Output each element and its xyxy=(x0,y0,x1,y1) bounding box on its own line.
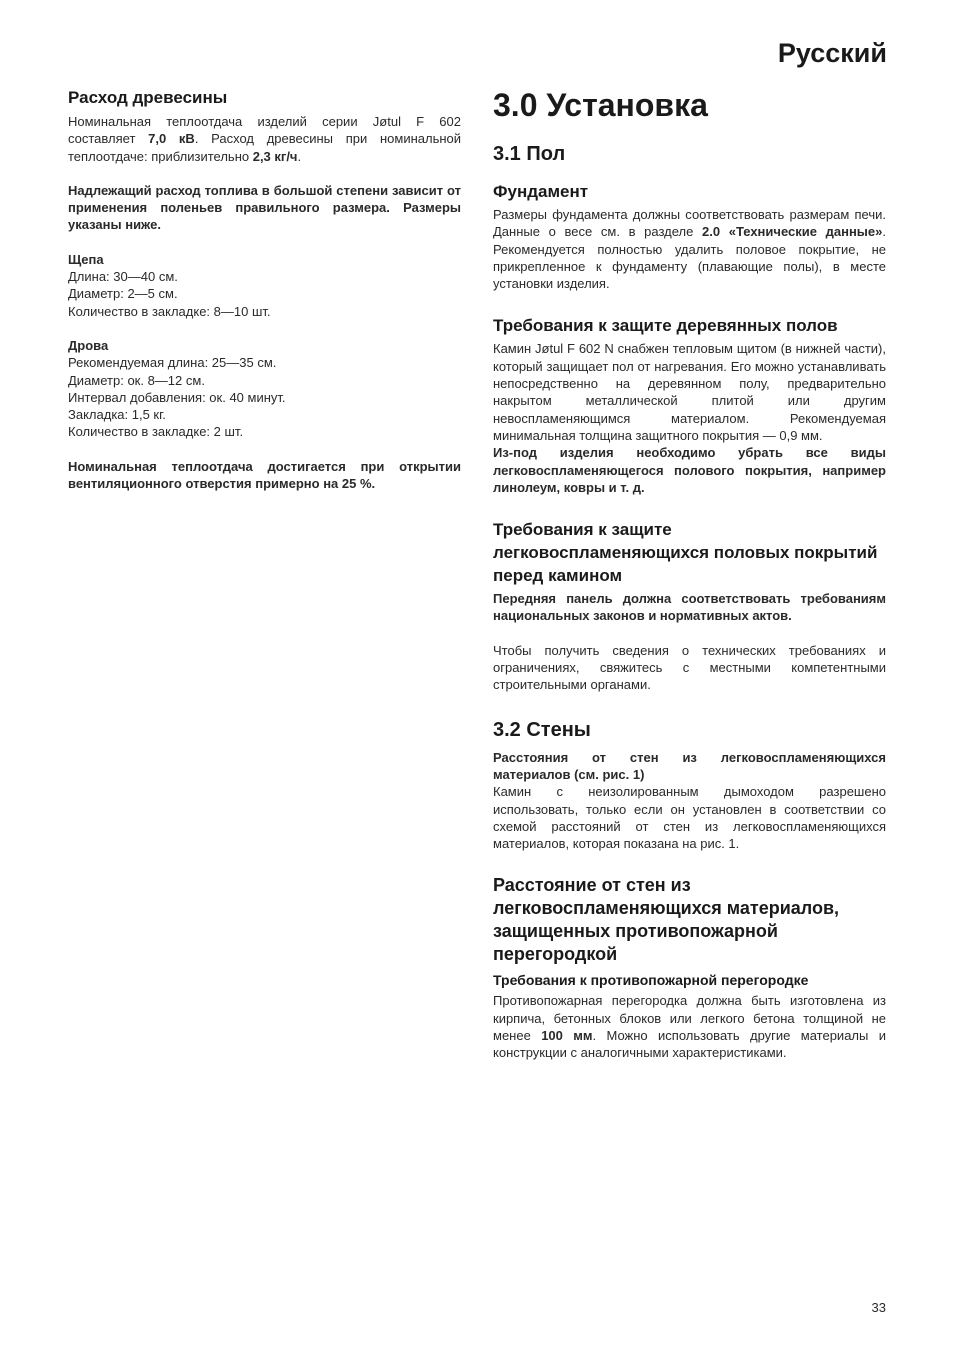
logs-line: Диаметр: ок. 8—12 см. xyxy=(68,372,205,388)
logs-block xyxy=(68,337,461,441)
chips-line: Количество в закладке: 8—10 шт. xyxy=(68,303,271,319)
section-title: 3.0 Установка xyxy=(493,87,708,123)
wood-floor-paragraph: Камин Jøtul F 602 N снабжен тепловым щитом (в нижней части), который защищает пол от нагревания. Его можно устанавливать непосредственно на деревянном полу, предварительно накрытом металлической плитой или другим невоспламеняющимся материалом. Рекомендуемая минимальная толщина защитного покрытия — 0,9 мм. xyxy=(493,341,886,443)
left-column xyxy=(68,88,461,492)
page-number: 33 xyxy=(871,1300,886,1315)
wall-distance-heading: Расстояния от стен из легковоспламеняющихся материалов (см. рис. 1) xyxy=(493,749,886,782)
foundation-paragraph: Размеры фундамента должны соответствовать размерам печи. Данные о весе см. в разделе 2.0 «Технические данные». Рекомендуется полностью удалить половое покрытие, не прикрепленное к фундаменту (плавающие полы), в месте установки изделия. xyxy=(493,207,886,292)
front-panel-note: Передняя панель должна соответствовать требованиям национальных законов и нормативных актов. xyxy=(493,591,886,624)
wood-floor-warning: Из-под изделия необходимо убрать все виды легковоспламеняющегося полового покрытия, например линолеум, ковры и т. д. xyxy=(493,445,886,495)
wood-consumption-paragraph: Номинальная теплоотдача изделий серии Jøtul F 602 составляет 7,0 кВ. Расход древесины при номинальной теплоотдаче: приблизительно 2,3 кг/ч. xyxy=(68,114,462,164)
chips-line: Диаметр: 2—5 см. xyxy=(68,286,178,302)
foundation-heading: Фундамент xyxy=(493,182,589,201)
logs-line: Интервал добавления: ок. 40 минут. xyxy=(68,389,286,405)
right-column xyxy=(493,88,886,1062)
walls-section-title: 3.2 Стены xyxy=(493,718,591,741)
wall-distance-paragraph: Камин с неизолированным дымоходом разрешено использовать, только если он установлен в соответствии со схемой расстояний от стен из легковоспламеняющихся материалов, которая показана на рис. 1. xyxy=(493,784,886,852)
chips-block xyxy=(68,251,461,320)
logs-line: Рекомендуемая длина: 25—35 см. xyxy=(68,355,277,371)
firewall-req-paragraph: Противопожарная перегородка должна быть изготовлена из кирпича, бетонных блоков или легкого бетона толщиной не менее 100 мм. Можно использовать другие материалы и конструкции с аналогичными характеристиками. xyxy=(493,993,886,1061)
wood-consumption-heading: Расход древесины xyxy=(68,88,228,107)
logs-title: Дрова xyxy=(68,337,109,353)
logs-line: Количество в закладке: 2 шт. xyxy=(68,424,244,440)
chips-title: Щепа xyxy=(68,251,104,267)
fuel-size-note: Надлежащий расход топлива в большой степени зависит от применения поленьев правильного размера. Размеры указаны ниже. xyxy=(68,182,461,233)
logs-line: Закладка: 1,5 кг. xyxy=(68,407,166,423)
nominal-output-note: Номинальная теплоотдача достигается при открытии вентиляционного отверстия примерно на 25 %. xyxy=(68,458,461,492)
front-panel-info: Чтобы получить сведения о технических требованиях и ограничениях, свяжитесь с местными компетентными строительными органами. xyxy=(493,642,886,693)
floor-section-title: 3.1 Пол xyxy=(493,143,566,165)
protected-wall-heading: Расстояние от стен из легковоспламеняющихся материалов, защищенных противопожарной перегородкой xyxy=(493,875,840,965)
front-floor-heading: Требования к защите легковоспламеняющихся половых покрытий перед камином xyxy=(493,520,878,586)
firewall-req-heading: Требования к противопожарной перегородке xyxy=(493,972,809,989)
wood-floor-heading: Требования к защите деревянных полов xyxy=(493,316,838,336)
language-label: Русский xyxy=(777,38,887,68)
chips-line: Длина: 30—40 см. xyxy=(68,269,178,285)
